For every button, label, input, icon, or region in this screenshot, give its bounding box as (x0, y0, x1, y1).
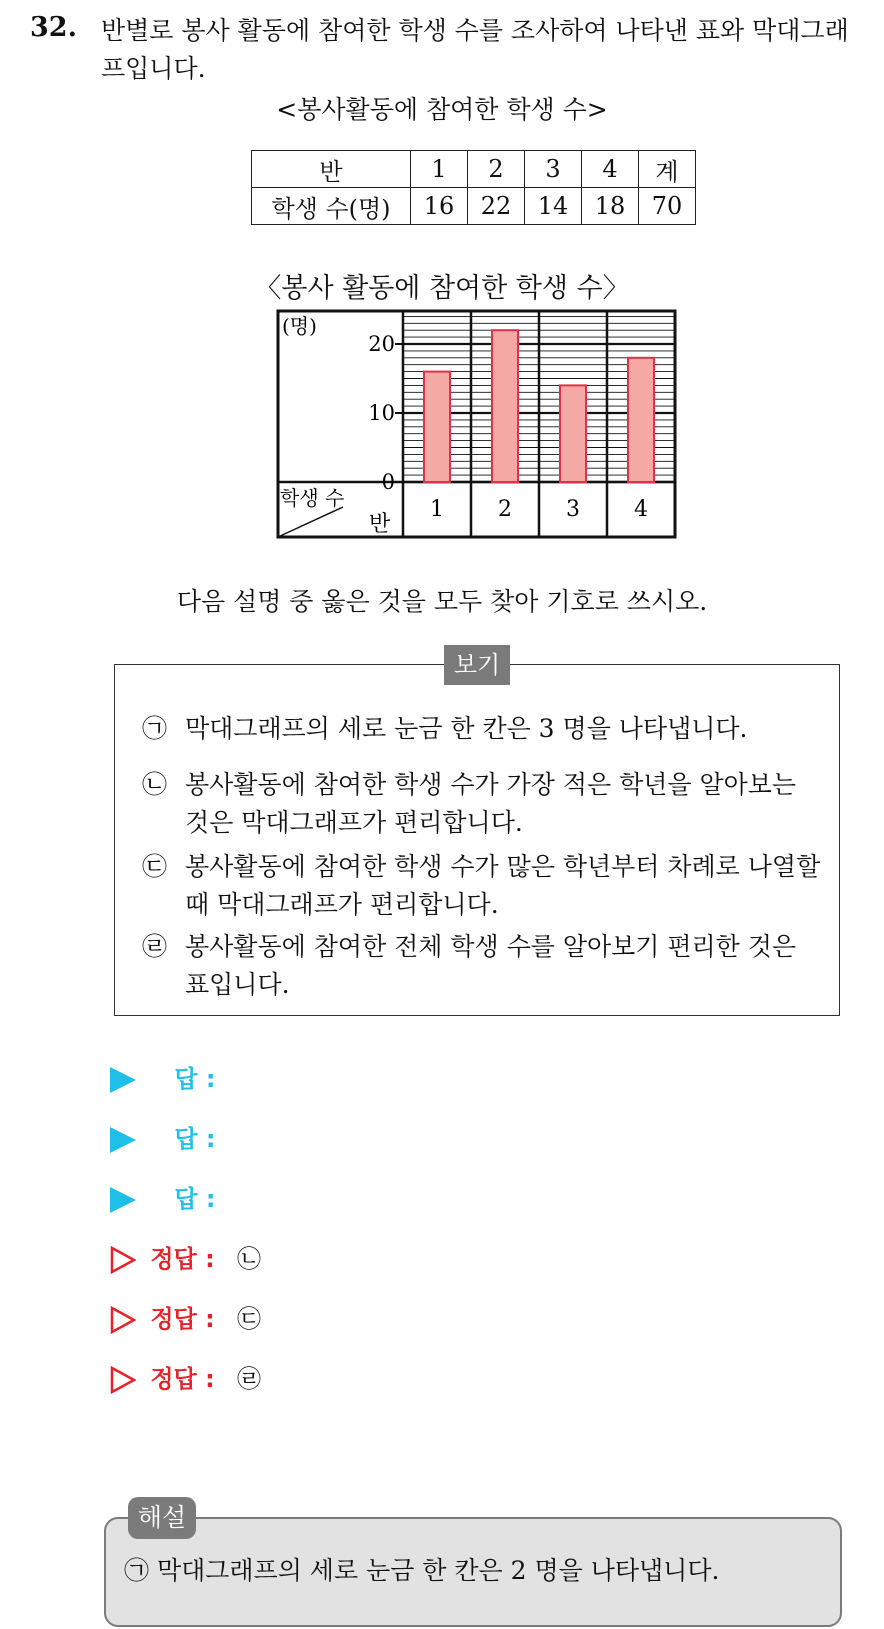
correct-label: 정답 : (150, 1365, 215, 1393)
item-marker: ㉣ (142, 932, 168, 961)
table-cell: 계 (639, 151, 696, 188)
correct-value: ㉢ (237, 1305, 262, 1333)
x-tick-label: 1 (430, 497, 444, 522)
outline-arrow-icon (110, 1246, 136, 1274)
table-cell: 16 (411, 188, 468, 225)
filled-arrow-icon (110, 1127, 136, 1153)
table-cell: 22 (468, 188, 525, 225)
item-text: 막대그래프의 세로 눈금 한 칸은 3 명을 나타냅니다. (185, 714, 748, 743)
item-text: 봉사활동에 참여한 학생 수가 많은 학년부터 차례로 나열할 때 막대그래프가 편리합니다. (185, 852, 821, 919)
y-tick-label: 0 (381, 470, 395, 494)
question-text: 반별로 봉사 활동에 참여한 학생 수를 조사하여 나타낸 표와 막대그래프입니다. (101, 16, 849, 83)
x-tick-label: 4 (634, 497, 648, 522)
chart-title: 〈봉사 활동에 참여한 학생 수〉 (254, 273, 630, 304)
answer-blank-row (110, 1119, 216, 1154)
y-tick-label: 10 (368, 401, 395, 425)
correct-answer-row (110, 1299, 261, 1334)
y-tick-label: 20 (368, 332, 395, 356)
correct-answer-row (110, 1359, 261, 1394)
table-cell: 4 (582, 151, 639, 188)
x-tick-label: 2 (498, 497, 512, 522)
x-axis-label: 반 (369, 512, 391, 537)
y-tick-labels (368, 332, 395, 494)
corner-diagonal (278, 507, 343, 537)
table-cell: 1 (411, 151, 468, 188)
item-marker: ㉢ (142, 852, 168, 881)
question-number: 32. (30, 12, 77, 43)
correct-label: 정답 : (150, 1305, 215, 1333)
table-title: <봉사활동에 참여한 학생 수> (276, 95, 608, 124)
y-axis-label: (명) (282, 314, 317, 338)
answer-label: 답 : (174, 1125, 216, 1153)
correct-answer-row (110, 1239, 261, 1274)
answer-label: 답 : (174, 1185, 216, 1213)
bar (424, 372, 450, 482)
instruction: 다음 설명 중 옳은 것을 모두 찾아 기호로 쓰시오. (176, 587, 708, 616)
correct-label: 정답 : (150, 1245, 215, 1273)
outline-arrow-icon (110, 1306, 136, 1334)
bogi-label: 보기 (444, 645, 510, 685)
filled-arrow-icon (110, 1067, 136, 1093)
table-cell: 70 (639, 188, 696, 225)
answer-label: 답 : (174, 1065, 216, 1093)
table-cell: 14 (525, 188, 582, 225)
correct-value: ㉡ (237, 1245, 262, 1273)
bar (628, 358, 654, 482)
answer-blank-row (110, 1059, 216, 1094)
filled-arrow-icon (110, 1187, 136, 1213)
outline-arrow-icon (110, 1366, 136, 1394)
item-text: 봉사활동에 참여한 학생 수가 가장 적은 학년을 알아보는 것은 막대그래프가 편리합니다. (185, 770, 797, 837)
table-cell: 반 (252, 151, 411, 188)
x-tick-label: 3 (566, 497, 580, 522)
table-cell: 2 (468, 151, 525, 188)
bar (560, 385, 586, 482)
item-text: 봉사활동에 참여한 전체 학생 수를 알아보기 편리한 것은 표입니다. (185, 932, 797, 999)
item-marker: ㉡ (142, 770, 168, 799)
bar (492, 330, 518, 482)
explanation-text: ㉠ 막대그래프의 세로 눈금 한 칸은 2 명을 나타냅니다. (124, 1556, 720, 1585)
item-marker: ㉠ (142, 714, 168, 743)
table-cell: 18 (582, 188, 639, 225)
correct-value: ㉣ (237, 1365, 262, 1393)
table-cell: 학생 수(명) (252, 188, 411, 225)
answer-blank-row (110, 1179, 216, 1214)
table-cell: 3 (525, 151, 582, 188)
bar-chart (0, 0, 884, 560)
explanation-label: 해설 (128, 1497, 196, 1539)
corner-label: 학생 수 (280, 486, 345, 510)
